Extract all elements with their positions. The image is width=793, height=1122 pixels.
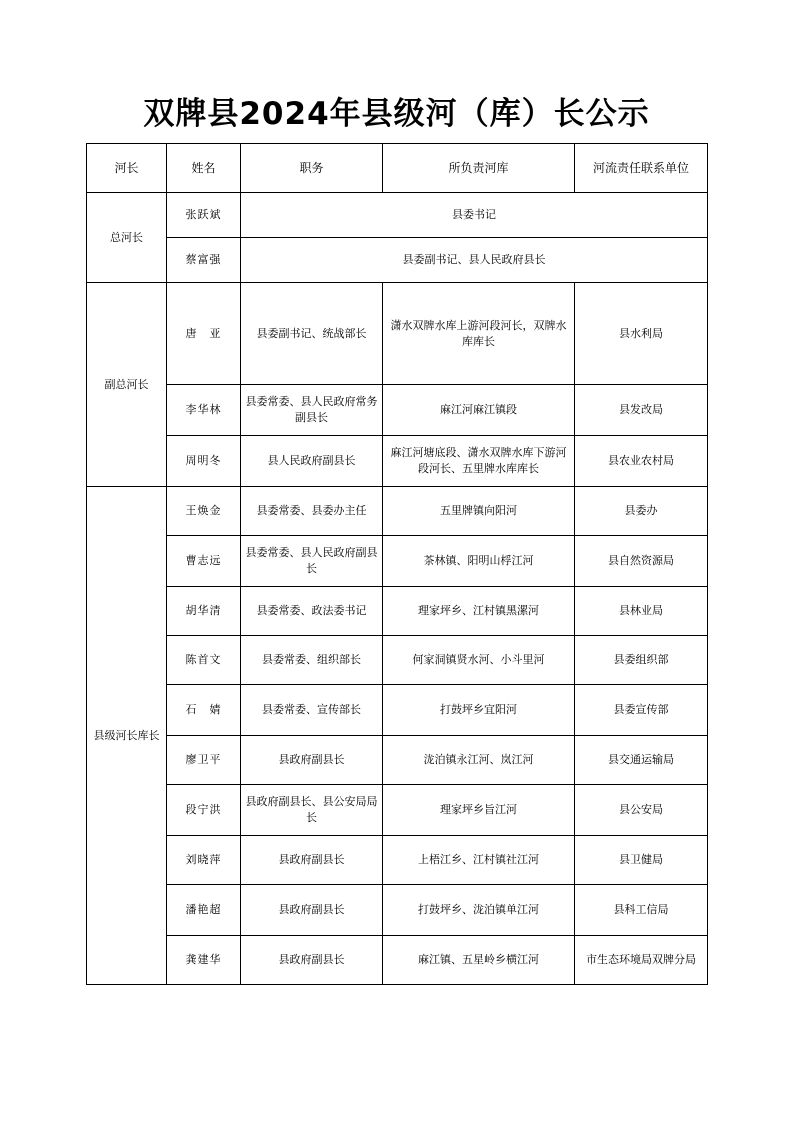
table-row: [87, 785, 708, 836]
row-river: 麻江镇、五星岭乡横江河: [383, 936, 575, 985]
row-name: 李华林: [167, 385, 241, 436]
row-name: 胡华清: [167, 587, 241, 636]
row-unit: 县水利局: [575, 283, 708, 385]
row-name: 曹志远: [167, 536, 241, 587]
table-row: [87, 487, 708, 536]
header-river-chief: 河长: [87, 144, 167, 193]
row-position: 县委副书记、统战部长: [241, 283, 383, 385]
row-position: 县委常委、组织部长: [241, 636, 383, 685]
row-position: 县政府副县长: [241, 836, 383, 885]
table-row: [87, 836, 708, 885]
row-unit: 市生态环境局双牌分局: [575, 936, 708, 985]
table-row: [87, 636, 708, 685]
table-row: [87, 587, 708, 636]
table-row: [87, 685, 708, 736]
row-unit: 县卫健局: [575, 836, 708, 885]
row-river: 打鼓坪乡宜阳河: [383, 685, 575, 736]
row-unit: 县委办: [575, 487, 708, 536]
row-name: 王焕金: [167, 487, 241, 536]
table-row: [87, 885, 708, 936]
row-river: 上梧江乡、江村镇社江河: [383, 836, 575, 885]
row-name: 蔡富强: [167, 238, 241, 283]
row-position: 县人民政府副县长: [241, 436, 383, 487]
row-unit: 县公安局: [575, 785, 708, 836]
row-position: 县委常委、县人民政府常务副县长: [241, 385, 383, 436]
row-position: 县委常委、县委办主任: [241, 487, 383, 536]
header-responsible-river: 所负责河库: [383, 144, 575, 193]
row-river: 麻江河塘底段、潇水双牌水库下游河段河长、五里牌水库库长: [383, 436, 575, 487]
row-river: 潇水双牌水库上游河段河长，双牌水库库长: [383, 283, 575, 385]
table-row: [87, 436, 708, 487]
row-name: 龚建华: [167, 936, 241, 985]
row-river: 五里牌镇向阳河: [383, 487, 575, 536]
row-position: 县政府副县长: [241, 736, 383, 785]
table-row: [87, 936, 708, 985]
row-position: 县政府副县长、县公安局局长: [241, 785, 383, 836]
header-name: 姓名: [167, 144, 241, 193]
table-row: [87, 283, 708, 385]
header-position: 职务: [241, 144, 383, 193]
row-position: 县委书记: [241, 193, 708, 238]
row-river: 何家洞镇贤水河、小斗里河: [383, 636, 575, 685]
row-unit: 县委组织部: [575, 636, 708, 685]
row-name: 张跃斌: [167, 193, 241, 238]
row-position: 县委常委、宣传部长: [241, 685, 383, 736]
row-unit: 县自然资源局: [575, 536, 708, 587]
row-position: 县委副书记、县人民政府县长: [241, 238, 708, 283]
row-unit: 县发改局: [575, 385, 708, 436]
river-chief-table: [86, 143, 708, 985]
row-name: 陈首文: [167, 636, 241, 685]
row-name: 周明冬: [167, 436, 241, 487]
row-river: 理家坪乡、江村镇黑漯河: [383, 587, 575, 636]
row-name: 刘晓萍: [167, 836, 241, 885]
table-row: [87, 385, 708, 436]
page-title: 双牌县2024年县级河（库）长公示: [143, 96, 650, 132]
category-chief: 总河长: [87, 193, 167, 283]
row-river: 茶林镇、阳明山桴江河: [383, 536, 575, 587]
row-position: 县政府副县长: [241, 936, 383, 985]
category-deputy: 副总河长: [87, 283, 167, 487]
table-row: [87, 238, 708, 283]
row-name: 潘艳超: [167, 885, 241, 936]
row-unit: 县交通运输局: [575, 736, 708, 785]
row-river: 打鼓坪乡、泷泊镇单江河: [383, 885, 575, 936]
table-row: [87, 193, 708, 238]
table-row: [87, 536, 708, 587]
row-position: 县委常委、县人民政府副县长: [241, 536, 383, 587]
header-contact-unit: 河流责任联系单位: [575, 144, 708, 193]
row-position: 县委常委、政法委书记: [241, 587, 383, 636]
category-county: 县级河长库长: [87, 487, 167, 985]
row-unit: 县科工信局: [575, 885, 708, 936]
table-row: [87, 736, 708, 785]
row-name: 段宁洪: [167, 785, 241, 836]
row-unit: 县林业局: [575, 587, 708, 636]
row-river: 泷泊镇永江河、岚江河: [383, 736, 575, 785]
row-name: 石 婧: [167, 685, 241, 736]
row-unit: 县农业农村局: [575, 436, 708, 487]
row-position: 县政府副县长: [241, 885, 383, 936]
row-unit: 县委宣传部: [575, 685, 708, 736]
row-name: 廖卫平: [167, 736, 241, 785]
row-river: 理家坪乡旨江河: [383, 785, 575, 836]
row-name: 唐 亚: [167, 283, 241, 385]
table-header-row: [87, 144, 708, 193]
row-river: 麻江河麻江镇段: [383, 385, 575, 436]
